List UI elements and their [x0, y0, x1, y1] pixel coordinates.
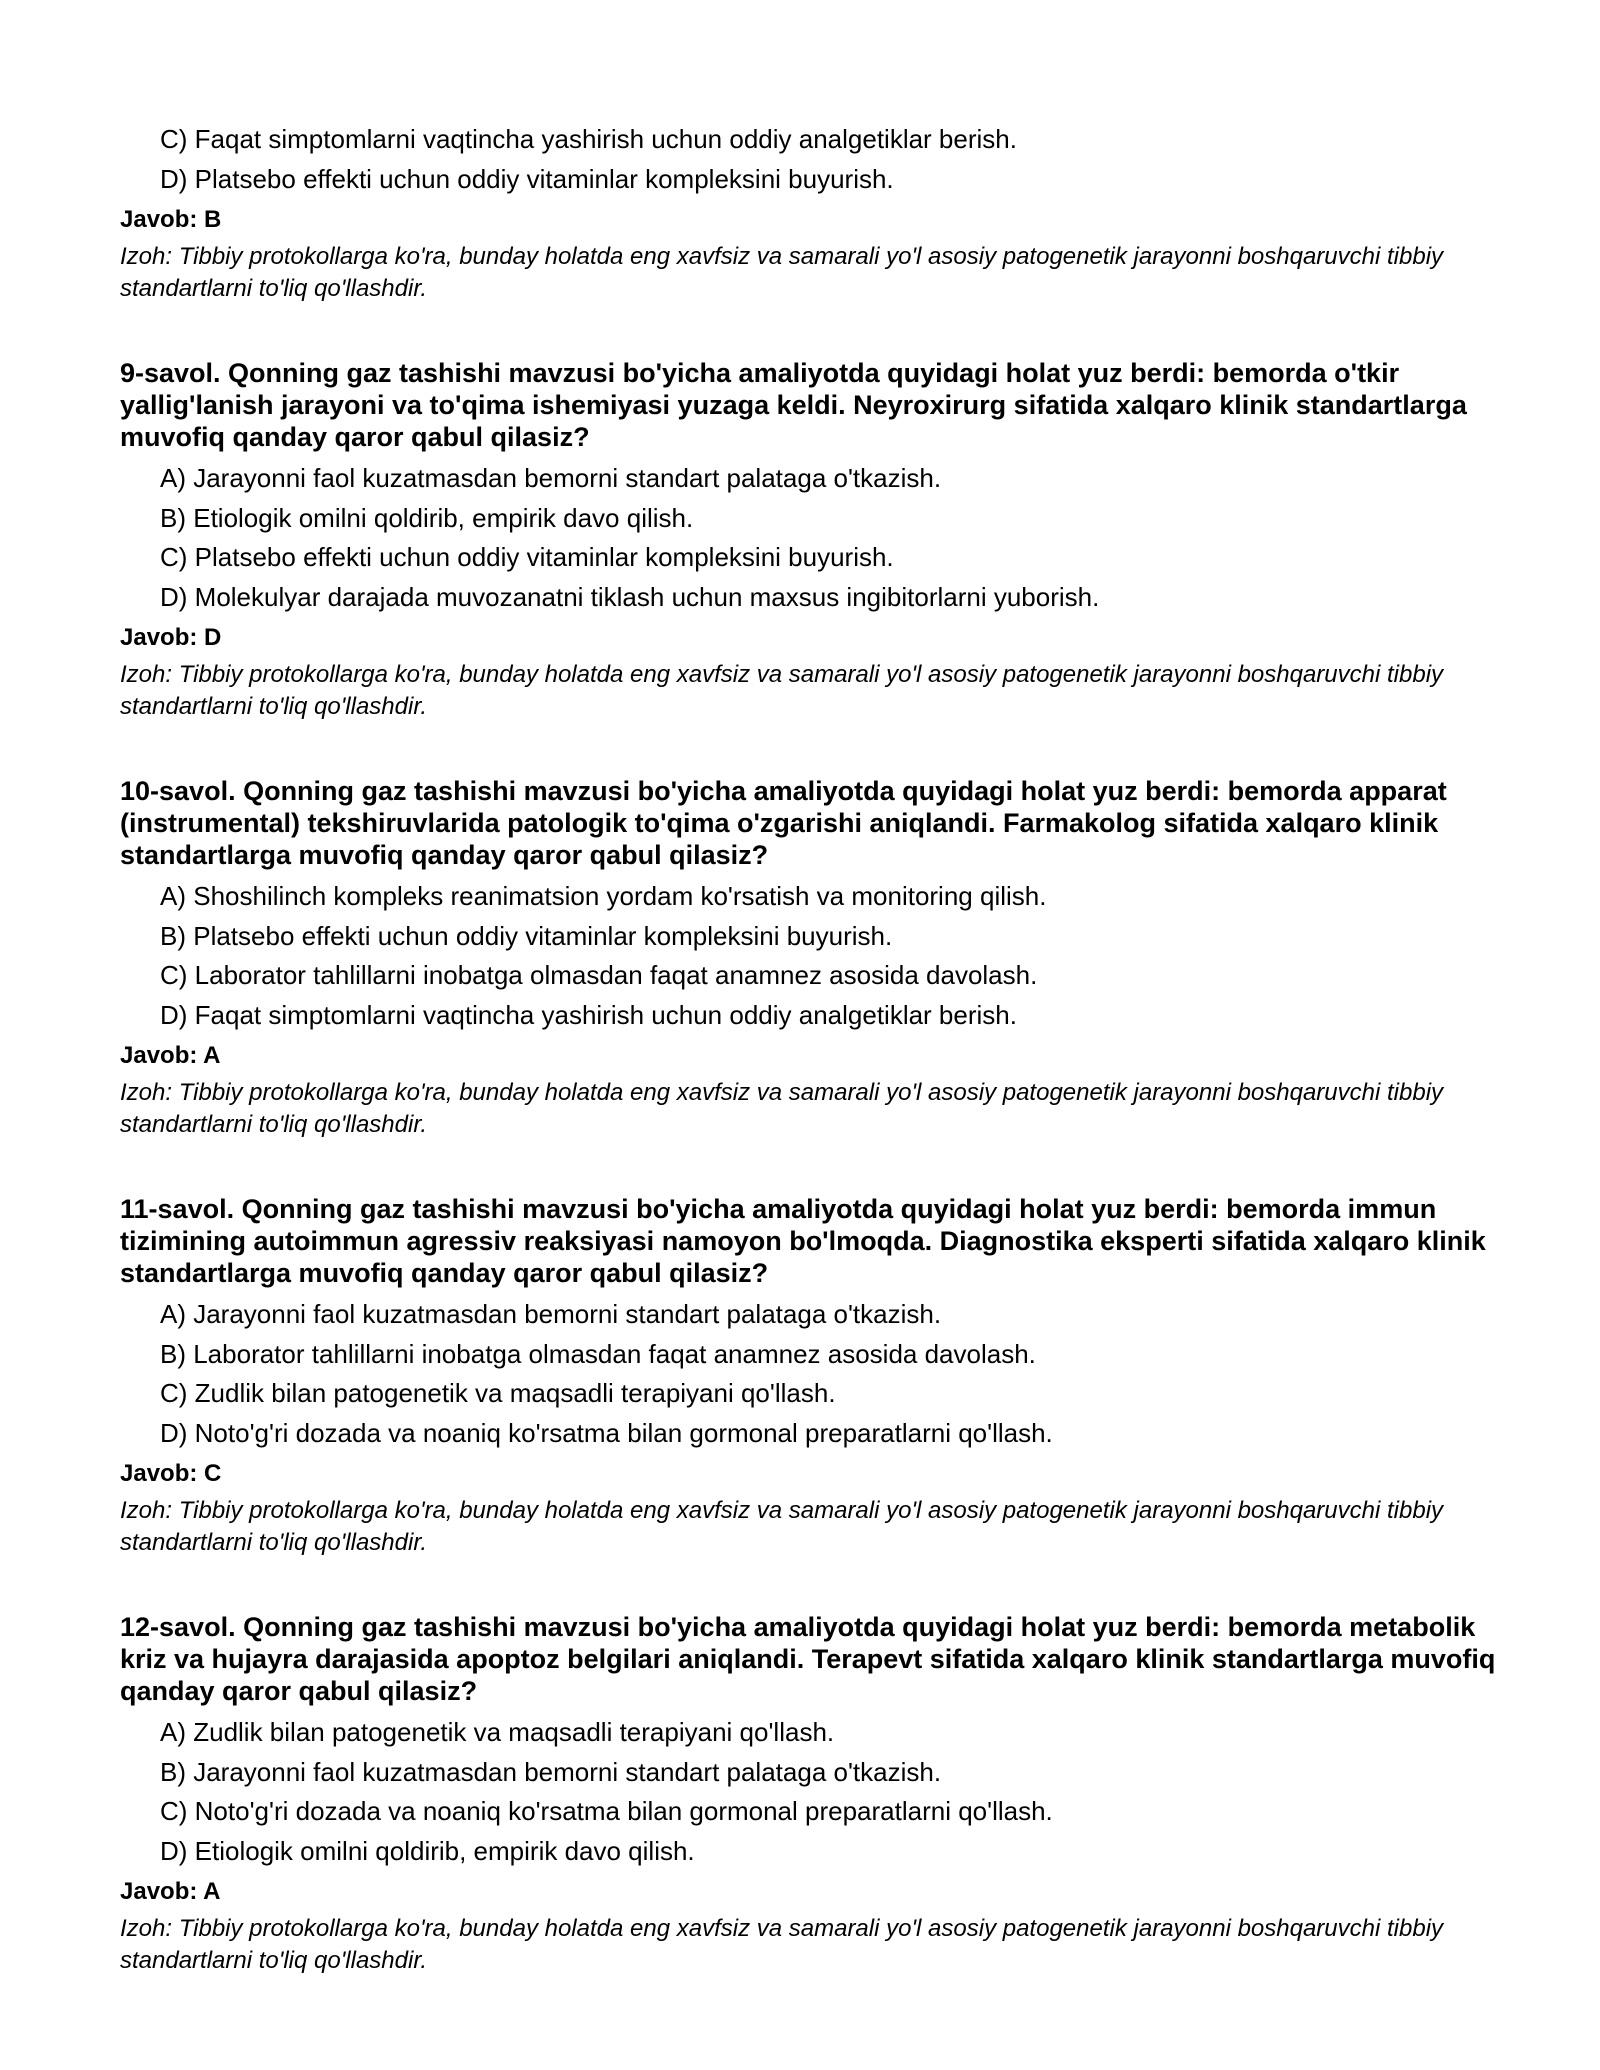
question-block-8-continuation — [120, 120, 1500, 305]
option-b: B) Jarayonni faol kuzatmasdan bemorni standart palataga o'tkazish. — [160, 1756, 942, 1787]
question-block-11 — [120, 1193, 1500, 1559]
option-d: D) Faqat simptomlarni vaqtincha yashirish uchun oddiy analgetiklar berish. — [160, 999, 1017, 1030]
options-list — [120, 1295, 1500, 1453]
question-text: 10-savol. Qonning gaz tashishi mavzusi bo'yicha amaliyotda quyidagi holat yuz berdi: bemorda apparat (instrumental) tekshiruvlarida patologik to'qima o'zgarishi aniqlandi. Farmakolog sifatida xalqaro klinik standartlarga muvofiq qanday qaror qabul qilasiz? — [120, 776, 1447, 870]
explanation-note: Izoh: Tibbiy protokollarga ko'ra, bunday holatda eng xavfsiz va samarali yo'l asosiy patogenetik jarayonni boshqaruvchi tibbiy standartlarni to'liq qo'llashdir. — [120, 243, 1444, 302]
option-c: C) Platsebo effekti uchun oddiy vitaminlar kompleksini buyurish. — [160, 542, 894, 572]
question-text: 12-savol. Qonning gaz tashishi mavzusi bo'yicha amaliyotda quyidagi holat yuz berdi: bemorda metabolik kriz va hujayra darajasida apoptoz belgilari aniqlandi. Terapevt sifatida xalqaro klinik standartlarga muvofiq qanday qaror qabul qilasiz? — [120, 1612, 1496, 1706]
explanation-note: Izoh: Tibbiy protokollarga ko'ra, bunday holatda eng xavfsiz va samarali yo'l asosiy patogenetik jarayonni boshqaruvchi tibbiy standartlarni to'liq qo'llashdir. — [120, 661, 1444, 720]
option-c: C) Zudlik bilan patogenetik va maqsadli terapiyani qo'llash. — [160, 1378, 836, 1408]
question-text: 9-savol. Qonning gaz tashishi mavzusi bo'yicha amaliyotda quyidagi holat yuz berdi: bemorda o'tkir yallig'lanish jarayoni va to'qima ishemiyasi yuzaga keldi. Neyroxirurg sifatida xalqaro klinik standartlarga muvofiq qanday qaror qabul qilasiz? — [120, 358, 1467, 452]
answer: Javob: C — [120, 1460, 222, 1487]
question-block-12 — [120, 1611, 1500, 1977]
options-list — [120, 877, 1500, 1035]
option-d: D) Molekulyar darajada muvozanatni tiklash uchun maxsus ingibitorlarni yuborish. — [160, 581, 1100, 612]
option-a: A) Shoshilinch kompleks reanimatsion yordam ko'rsatish va monitoring qilish. — [160, 881, 1047, 911]
answer: Javob: D — [120, 624, 222, 651]
option-a: A) Jarayonni faol kuzatmasdan bemorni standart palataga o'tkazish. — [160, 463, 942, 493]
explanation-note: Izoh: Tibbiy protokollarga ko'ra, bunday holatda eng xavfsiz va samarali yo'l asosiy patogenetik jarayonni boshqaruvchi tibbiy standartlarni to'liq qo'llashdir. — [120, 1497, 1444, 1556]
option-c: C) Noto'g'ri dozada va noaniq ko'rsatma bilan gormonal preparatlarni qo'llash. — [160, 1796, 1053, 1826]
options-list — [120, 120, 1500, 199]
option-a: A) Zudlik bilan patogenetik va maqsadli terapiyani qo'llash. — [160, 1717, 835, 1747]
option-b: B) Etiologik omilni qoldirib, empirik davo qilish. — [160, 502, 694, 533]
option-a: A) Jarayonni faol kuzatmasdan bemorni standart palataga o'tkazish. — [160, 1299, 942, 1329]
document-page — [120, 120, 1500, 1977]
question-block-10 — [120, 775, 1500, 1141]
option-b: B) Laborator tahlillarni inobatga olmasdan faqat anamnez asosida davolash. — [160, 1338, 1036, 1369]
option-d: D) Etiologik omilni qoldirib, empirik davo qilish. — [160, 1835, 695, 1866]
explanation-note: Izoh: Tibbiy protokollarga ko'ra, bunday holatda eng xavfsiz va samarali yo'l asosiy patogenetik jarayonni boshqaruvchi tibbiy standartlarni to'liq qo'llashdir. — [120, 1079, 1444, 1138]
option-c: C) Faqat simptomlarni vaqtincha yashirish uchun oddiy analgetiklar berish. — [160, 124, 1017, 154]
answer: Javob: B — [120, 206, 222, 233]
answer: Javob: A — [120, 1042, 221, 1069]
option-d: D) Platsebo effekti uchun oddiy vitaminlar kompleksini buyurish. — [160, 163, 894, 194]
question-text: 11-savol. Qonning gaz tashishi mavzusi bo'yicha amaliyotda quyidagi holat yuz berdi: bemorda immun tizimining autoimmun agressiv reaksiyasi namoyon bo'lmoqda. Diagnostika eksperti sifatida xalqaro klinik standartlarga muvofiq qanday qaror qabul qilasiz? — [120, 1194, 1486, 1288]
option-b: B) Platsebo effekti uchun oddiy vitaminlar kompleksini buyurish. — [160, 920, 893, 951]
option-d: D) Noto'g'ri dozada va noaniq ko'rsatma bilan gormonal preparatlarni qo'llash. — [160, 1417, 1053, 1448]
question-block-9 — [120, 357, 1500, 723]
answer: Javob: A — [120, 1878, 221, 1905]
option-c: C) Laborator tahlillarni inobatga olmasdan faqat anamnez asosida davolash. — [160, 960, 1038, 990]
explanation-note: Izoh: Tibbiy protokollarga ko'ra, bunday holatda eng xavfsiz va samarali yo'l asosiy patogenetik jarayonni boshqaruvchi tibbiy standartlarni to'liq qo'llashdir. — [120, 1915, 1444, 1974]
options-list — [120, 459, 1500, 617]
options-list — [120, 1713, 1500, 1871]
